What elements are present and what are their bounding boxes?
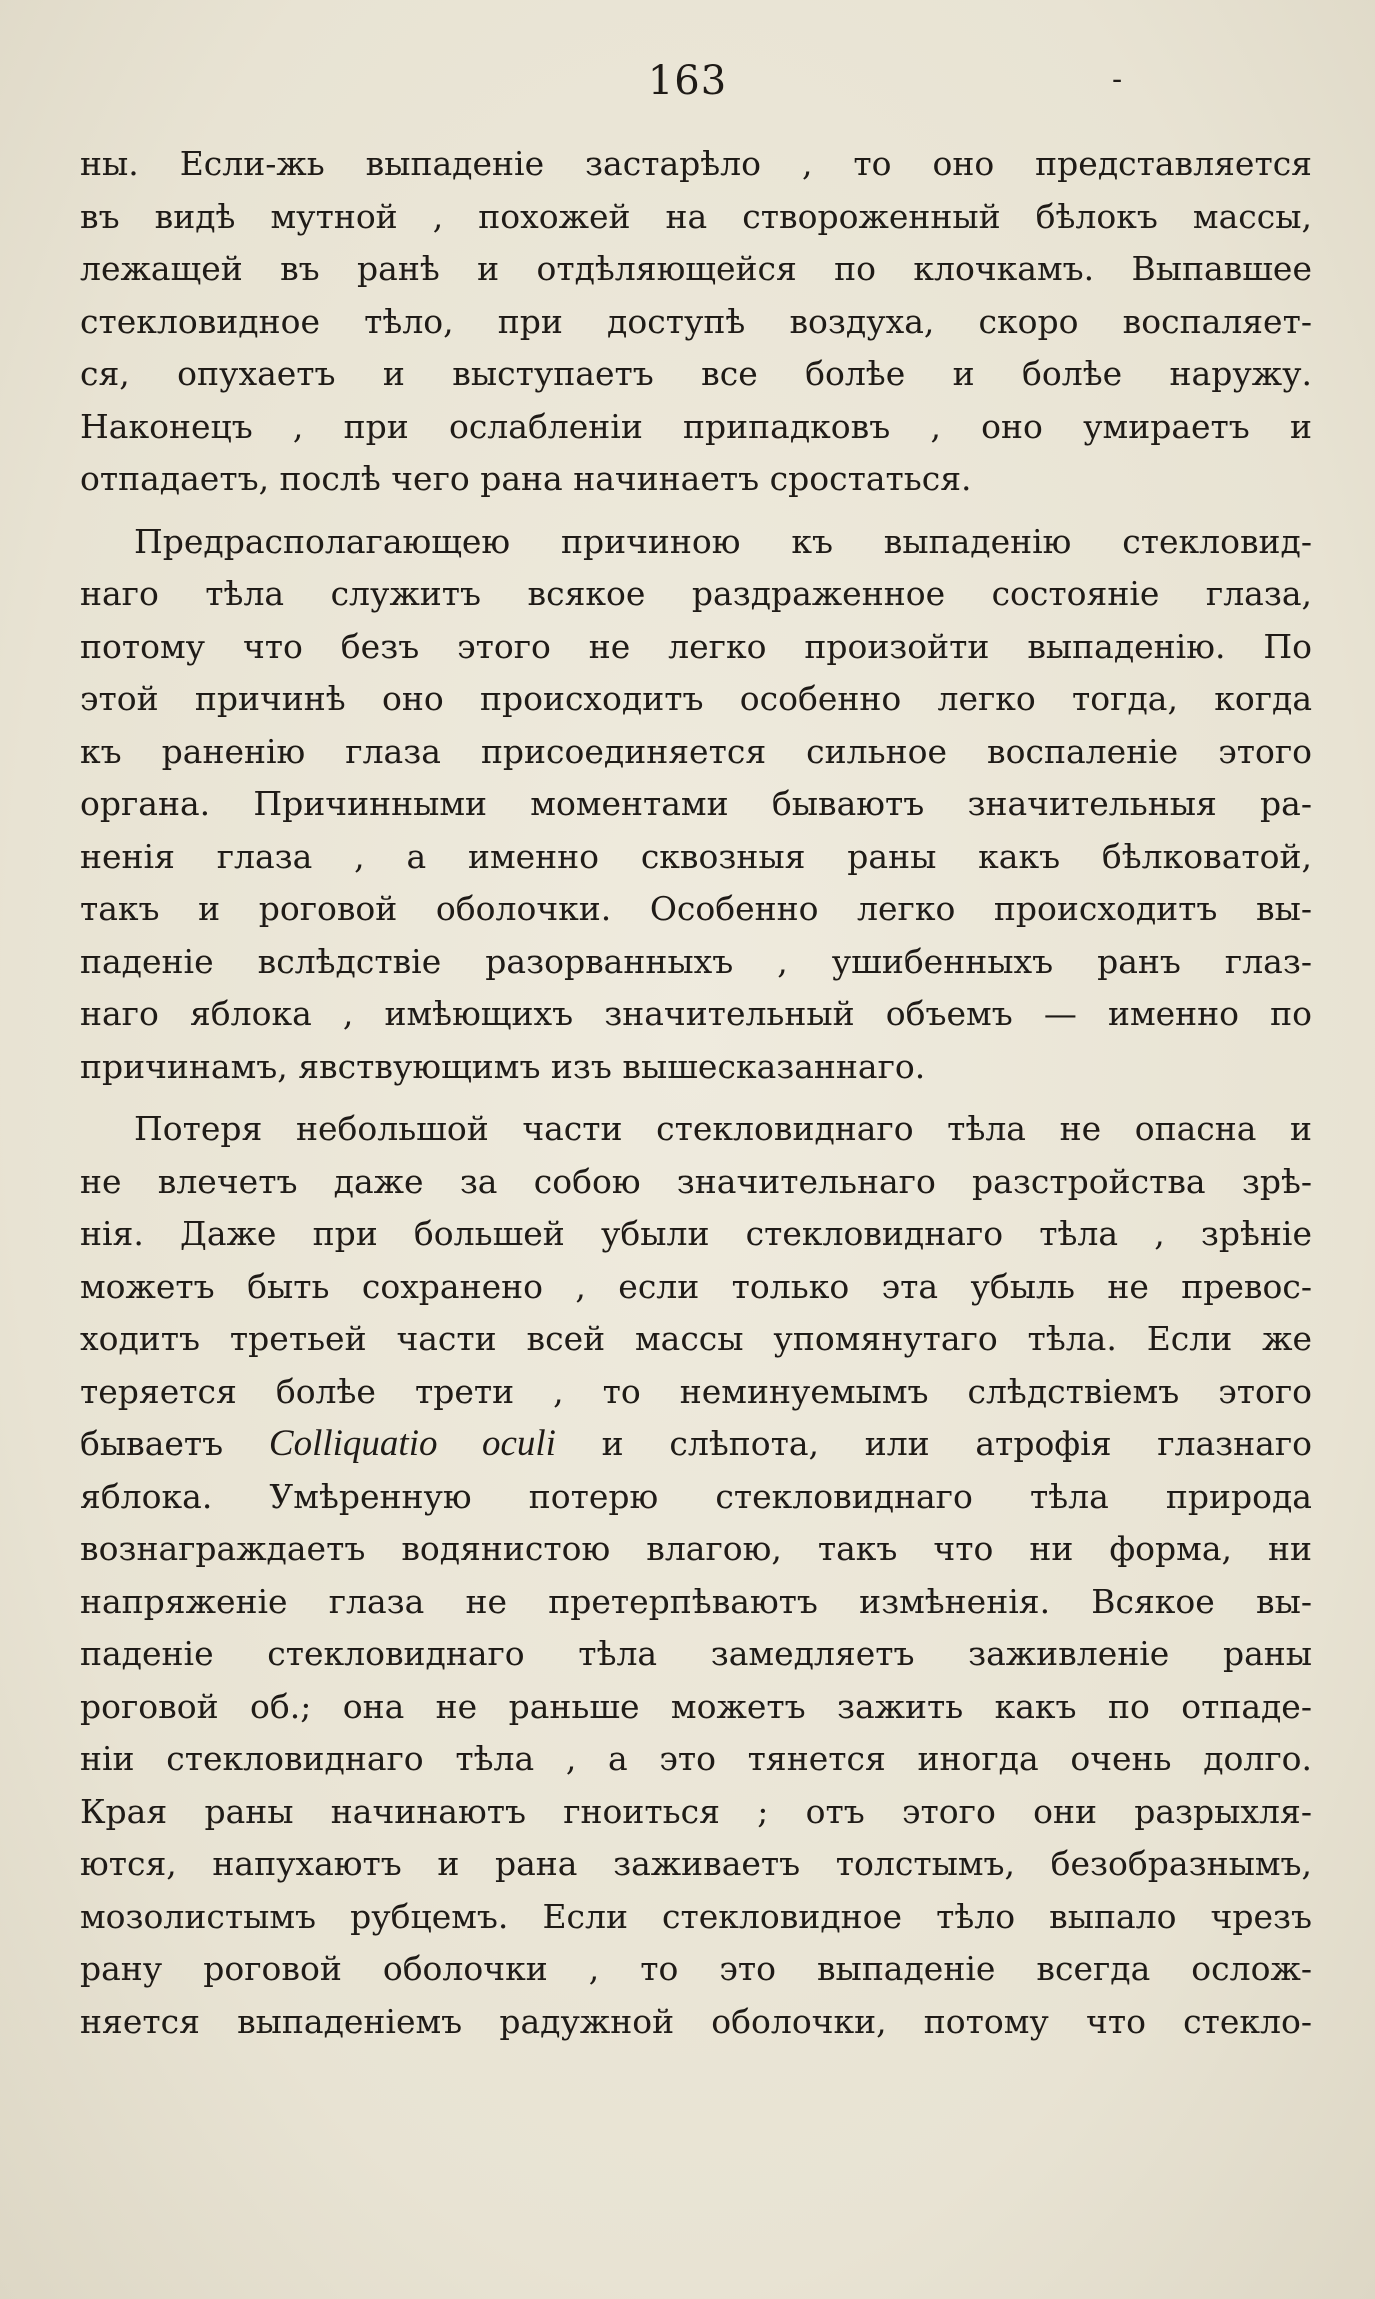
text-line: наго тѣла служитъ всякое раздраженное состояніе глаза, <box>80 574 1312 613</box>
text-line: причинамъ, явствующимъ изъ вышесказаннаго. <box>80 1046 926 1086</box>
text-line: ны. Если-жь выпаденіе застарѣло , то оно представляется <box>80 144 1312 183</box>
text-line: няется выпаденіемъ радужной оболочки, потому что стекло- <box>80 2001 1312 2041</box>
text-line: яблока. Умѣренную потерю стекловиднаго тѣла природа <box>80 1476 1312 1516</box>
text-line: теряется болѣе трети , то неминуемымъ слѣдствіемъ этого <box>80 1371 1312 1411</box>
text-line: стекловидное тѣло, при доступѣ воздуха, скоро воспаляет- <box>80 301 1312 341</box>
text-line: нія. Даже при большей убыли стекловиднаго тѣла , зрѣніе <box>80 1214 1312 1253</box>
text-line: этой причинѣ оно происходитъ особенно легко тогда, когда <box>80 679 1312 718</box>
paragraph-2 <box>80 516 1312 1094</box>
text-line: вознаграждаетъ водянистою влагою, такъ что ни форма, ни <box>80 1529 1312 1568</box>
text-line: потому что безъ этого не легко произойти выпаденію. По <box>80 626 1312 666</box>
text-line: Потеря небольшой части стекловиднаго тѣла не опасна и <box>134 1109 1312 1148</box>
page-number: 163 <box>647 58 728 104</box>
text-line: органа. Причинными моментами бываютъ значительныя ра- <box>80 784 1312 823</box>
text-line: наго яблока , имѣющихъ значительный объемъ — именно по <box>80 994 1312 1033</box>
text-line: мозолистымъ рубцемъ. Если стекловидное тѣло выпало чрезъ <box>80 1896 1312 1936</box>
text-line: Наконецъ , при ослабленіи припадковъ , оно умираетъ и <box>80 406 1312 446</box>
text-line: роговой об.; она не раньше можетъ зажить какъ по отпаде- <box>80 1686 1312 1726</box>
text-fragment: и слѣпота, или атрофія глазнаго <box>601 1424 1312 1463</box>
text-line: Края раны начинаютъ гноиться ; отъ этого они разрыхля- <box>80 1791 1312 1831</box>
text-line: лежащей въ ранѣ и отдѣляющейся по клочкамъ. Выпавшее <box>80 249 1312 288</box>
paragraph-3 <box>80 1103 1312 2048</box>
text-line: не влечетъ даже за собою значительнаго разстройства зрѣ- <box>80 1161 1312 1201</box>
text-line: ходитъ третьей части всей массы упомянутаго тѣла. Если же <box>80 1319 1312 1358</box>
text-line: ненія глаза , а именно сквозныя раны какъ бѣлковатой, <box>80 836 1312 876</box>
text-line: ются, напухаютъ и рана заживаетъ толстымъ, безобразнымъ, <box>80 1844 1312 1883</box>
text-line: паденіе вслѣдствіе разорванныхъ , ушибенныхъ ранъ глаз- <box>80 941 1312 981</box>
text-line: Предрасполагающею причиною къ выпаденію стекловид- <box>134 521 1312 561</box>
header-mark: - <box>1112 62 1123 97</box>
text-line: паденіе стекловиднаго тѣла замедляетъ заживленіе раны <box>80 1634 1312 1673</box>
text-line: отпадаетъ, послѣ чего рана начинаетъ сростаться. <box>80 459 972 498</box>
text-fragment: бываетъ <box>80 1424 224 1463</box>
text-line: къ раненію глаза присоединяется сильное воспаленіе этого <box>80 731 1312 771</box>
text-line: ся, опухаетъ и выступаетъ все болѣе и болѣе наружу. <box>80 354 1312 393</box>
text-line: можетъ быть сохранено , если только эта убыль не превос- <box>80 1266 1312 1306</box>
body-text <box>80 138 1312 2048</box>
text-line: рану роговой оболочки , то это выпаденіе всегда ослож- <box>80 1949 1312 1988</box>
text-line-latin <box>80 1418 1312 1471</box>
text-line: напряженіе глаза не претерпѣваютъ измѣненія. Всякое вы- <box>80 1581 1312 1621</box>
text-line: такъ и роговой оболочки. Особенно легко происходитъ вы- <box>80 889 1312 928</box>
paragraph-1 <box>80 138 1312 506</box>
latin-term: Colliquatio oculi <box>268 1423 556 1464</box>
text-line: въ видѣ мутной , похожей на створоженный бѣлокъ массы, <box>80 196 1312 236</box>
text-line: ніи стекловиднаго тѣла , а это тянется иногда очень долго. <box>80 1739 1312 1778</box>
